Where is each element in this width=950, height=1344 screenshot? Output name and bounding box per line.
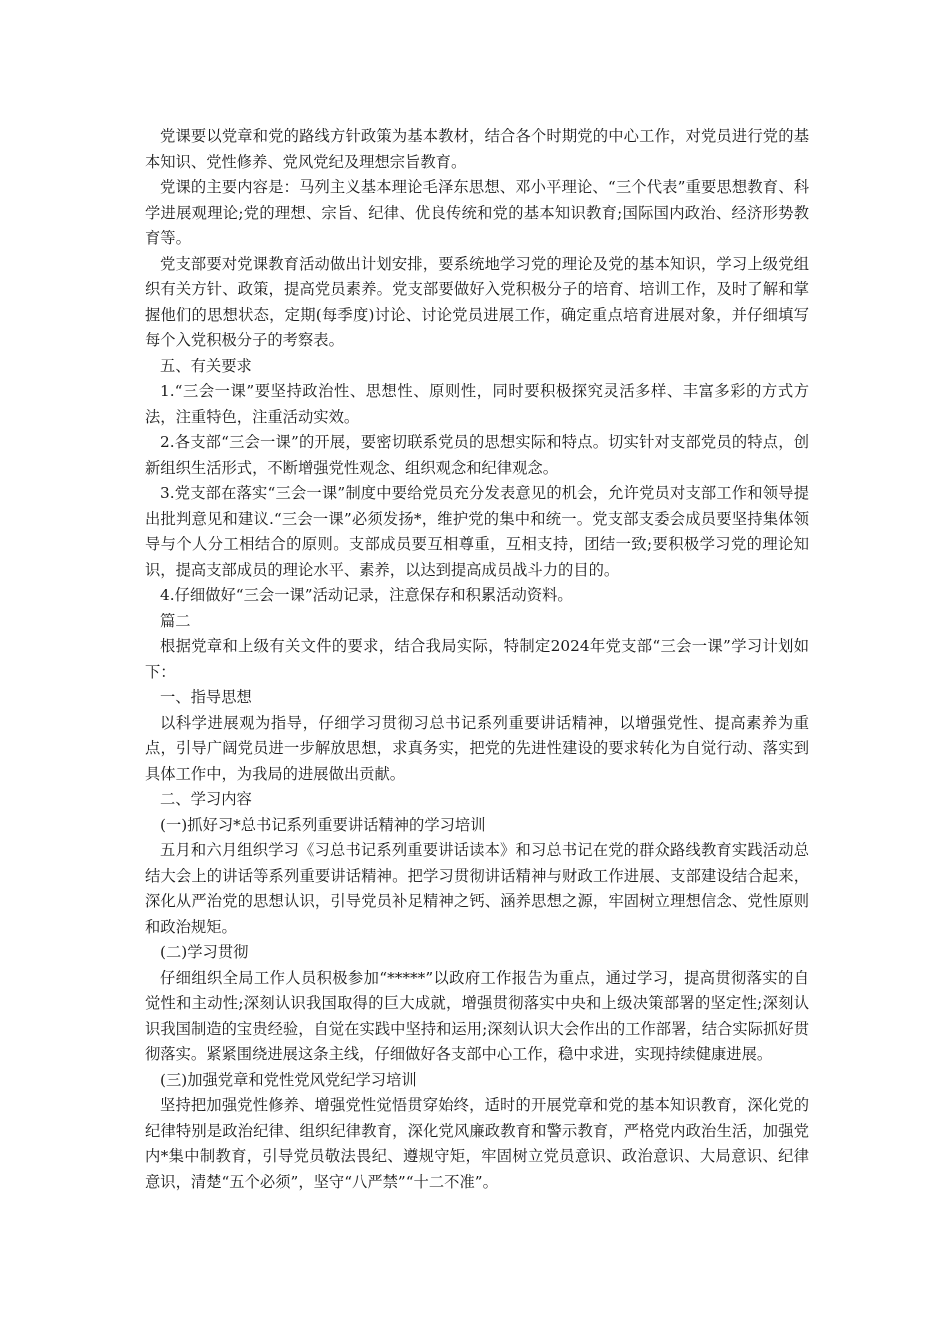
requirement-item-3: 3.党支部在落实“三会一课”制度中要给党员充分发表意见的机会，允许党员对支部工作和领导提出批判意见和建议.“三会一课”必须发扬*，维护党的集中和统一。党支部支委会成员要坚持集体领导与个人分工相结合的原则。支部成员要互相尊重，互相支持，团结一致;要积极学习党的理论知识，提高支部成员的理论水平、素养，以达到提高成员战斗力的目的。 <box>145 484 809 579</box>
paragraph-study-item-3: 坚持把加强党性修养、增强党性觉悟贯穿始终，适时的开展党章和党的基本知识教育，深化党的纪律特别是政治纪律、组织纪律教育，深化党风廉政教育和警示教育，严格党内政治生活，加强党内*集中制教育，引导党员敬法畏纪、遵规守矩，牢固树立党员意识、政治意识、大局意识、纪律意识，清楚“五个必须”，坚守“八严禁”“十二不准”。 <box>145 1096 809 1191</box>
subheading-study-item-2: (二)学习贯彻 <box>160 943 249 961</box>
subheading-study-item-3: (三)加强党章和党性党风党纪学习培训 <box>160 1070 417 1089</box>
requirement-item-1: 1.“三会一课”要坚持政治性、思想性、原则性，同时要积极探究灵活多样、丰富多彩的方式方法，注重特色，注重活动实效。 <box>145 382 809 426</box>
paragraph-plan-intro: 根据党章和上级有关文件的要求，结合我局实际，特制定2024年党支部“三会一课”学习计划如下： <box>145 637 809 681</box>
document-page <box>145 124 809 1195</box>
paragraph-party-lesson-materials: 党课要以党章和党的路线方针政策为基本教材，结合各个时期党的中心工作，对党员进行党的基本知识、党性修养、党风党纪及理想宗旨教育。 <box>145 127 809 171</box>
paragraph-guiding-thought: 以科学进展观为指导，仔细学习贯彻习总书记系列重要讲话精神，以增强党性、提高素养为重点，引导广阔党员进一步解放思想，求真务实，把党的先进性建设的要求转化为自觉行动、落实到具体工作中，为我局的进展做出贡献。 <box>145 713 809 783</box>
section-heading-part-two: 篇二 <box>160 611 191 630</box>
paragraph-branch-planning: 党支部要对党课教育活动做出计划安排，要系统地学习党的理论及党的基本知识，学习上级党组织有关方针、政策，提高党员素养。党支部要做好入党积极分子的培育、培训工作，及时了解和掌握他们的思想状态，定期(每季度)讨论、讨论党员进展工作，确定重点培育进展对象，并仔细填写每个入党积极分子的考察表。 <box>145 254 809 349</box>
requirement-item-2: 2.各支部“三会一课”的开展，要密切联系党员的思想实际和特点。切实针对支部党员的特点，创新组织生活形式，不断增强党性观念、组织观念和纪律观念。 <box>145 433 809 477</box>
requirement-item-4: 4.仔细做好“三会一课”活动记录，注意保存和积累活动资料。 <box>160 586 573 604</box>
paragraph-study-item-1: 五月和六月组织学习《习总书记系列重要讲话读本》和习总书记在党的群众路线教育实践活动总结大会上的讲话等系列重要讲话精神。把学习贯彻讲话精神与财政工作进展、支部建设结合起来，深化从严治党的思想认识，引导党员补足精神之钙、涵养思想之源，牢固树立理想信念、党性原则和政治规矩。 <box>145 841 809 936</box>
paragraph-study-item-2: 仔细组织全局工作人员积极参加“*****”以政府工作报告为重点，通过学习，提高贯彻落实的自觉性和主动性;深刻认识我国取得的巨大成就，增强贯彻落实中央和上级决策部署的坚定性;深刻认识我国制造的宝贵经验，自觉在实践中坚持和运用;深刻认识大会作出的工作部署，结合实际抓好贯彻落实。紧紧围绕进展这条主线，仔细做好各支部中心工作，稳中求进，实现持续健康进展。 <box>145 968 809 1063</box>
section-heading-guiding-thought: 一、指导思想 <box>160 688 252 706</box>
paragraph-party-lesson-content: 党课的主要内容是：马列主义基本理论毛泽东思想、邓小平理论、“三个代表”重要思想教育、科学进展观理论;党的理想、宗旨、纪律、优良传统和党的基本知识教育;国际国内政治、经济形势教育等。 <box>145 178 809 247</box>
section-heading-requirements: 五、有关要求 <box>160 356 252 375</box>
subheading-study-item-1: (一)抓好习*总书记系列重要讲话精神的学习培训 <box>160 815 486 834</box>
section-heading-study-content: 二、学习内容 <box>160 790 252 808</box>
